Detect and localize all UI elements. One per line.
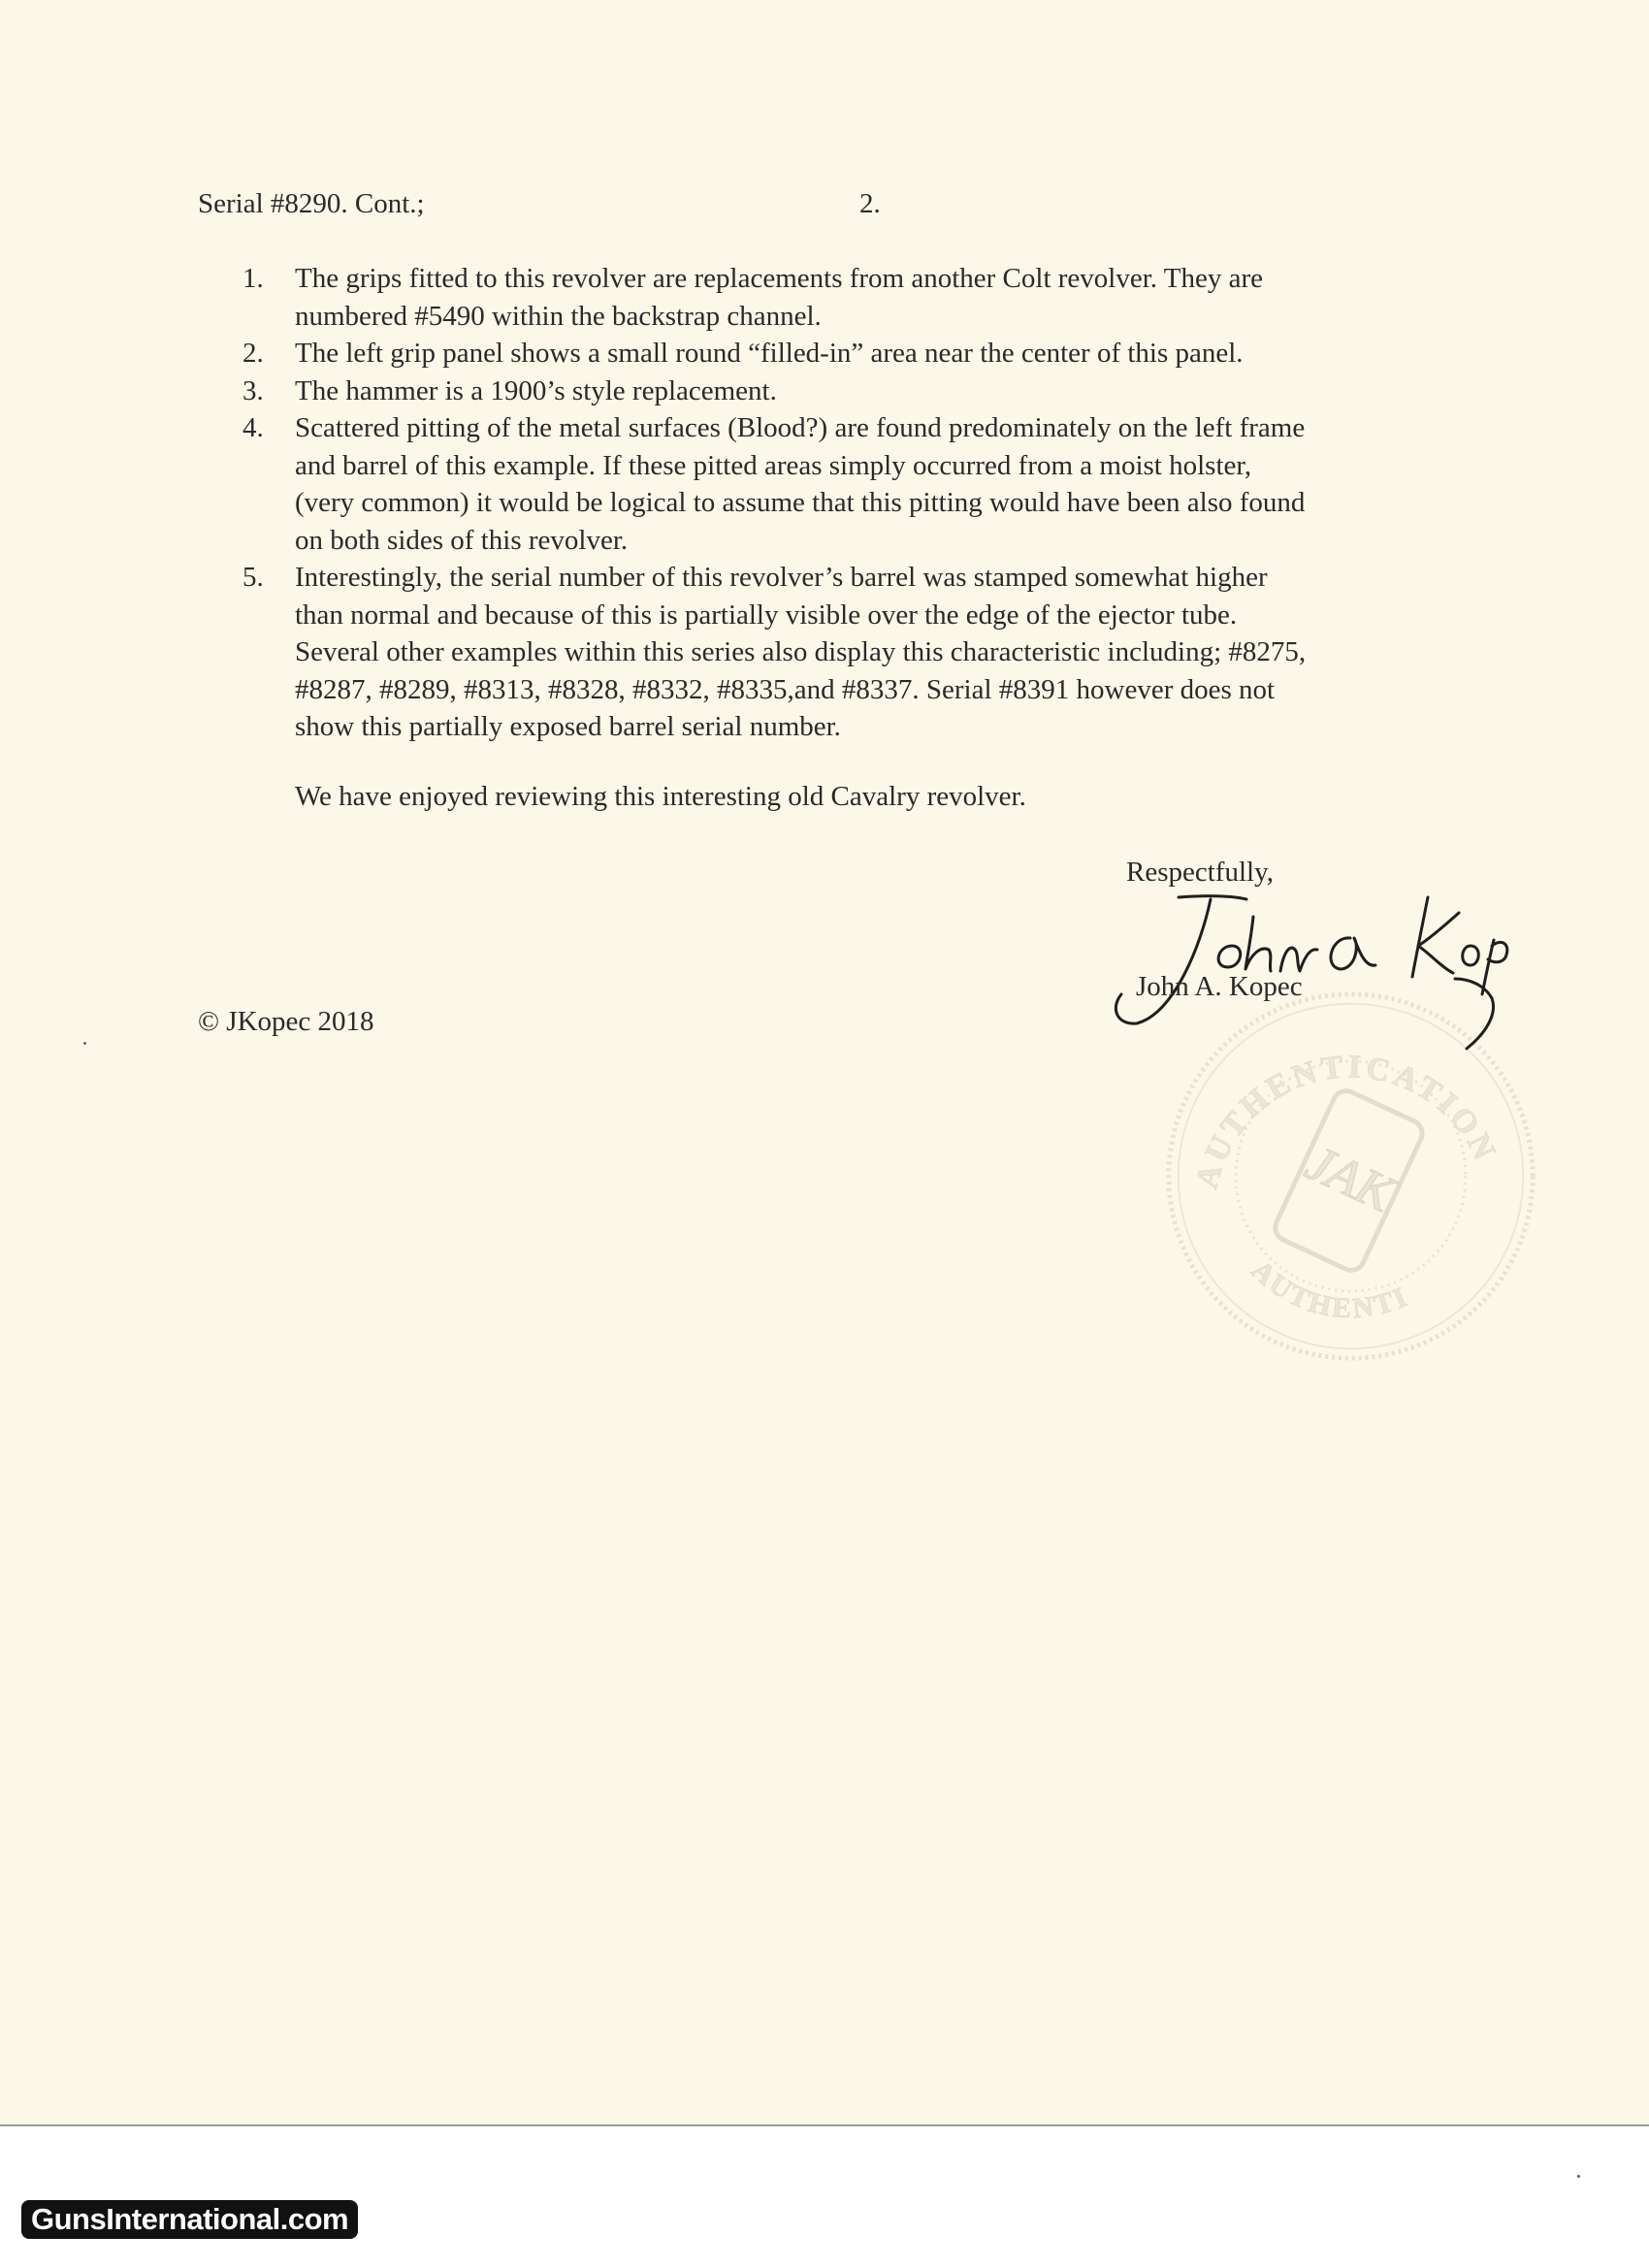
item-line: #8287, #8289, #8313, #8328, #8332, #8335,and #8337. Serial #8391 however does not [295,673,1276,705]
item-line: (very common) it would be logical to assume that this pitting would have been also found [295,487,1306,518]
closing-sentence: We have enjoyed reviewing this interesting old Cavalry revolver. [295,781,1026,812]
item-line: The grips fitted to this revolver are replacements from another Colt revolver. They are [295,263,1263,294]
item-line: numbered #5490 within the backstrap channel. [295,300,822,332]
item-line: and barrel of this example. If these pitted areas simply occurred from a moist holster, [295,449,1252,481]
item-line: Several other examples within this series also display this characteristic including; #8275, [295,636,1307,667]
item-number: 3. [242,374,264,406]
seal-bottom-text: AUTHENTI [1245,1254,1414,1325]
item-line: on both sides of this revolver. [295,524,629,556]
list-item [242,335,1465,373]
page-number: 2. [859,188,881,219]
seal-monogram: JAK [1297,1132,1404,1223]
item-line: Scattered pitting of the metal surfaces (Blood?) are found predominately on the left frame [295,412,1306,443]
item-line: than normal and because of this is partially visible over the edge of the ejector tube. [295,599,1238,631]
item-number: 5. [242,562,264,593]
item-line: The hammer is a 1900’s style replacement. [295,374,777,406]
list-item [242,373,1465,410]
item-number: 1. [242,263,264,294]
page-header [198,184,1459,223]
copyright-notice: © JKopec 2018 [198,1006,374,1037]
item-number: 2. [242,338,264,369]
item-line: Interestingly, the serial number of this revolver’s barrel was stamped somewhat higher [295,562,1268,593]
list-item [242,260,1465,335]
watermark-logo: GunsInternational.com [21,2200,358,2239]
seal-top-text: AUTHENTICATION [1188,1049,1504,1193]
list-item [242,409,1465,559]
paper-speck [83,1042,86,1045]
signature-text: John A Kopec [1086,878,1092,879]
item-line: The left grip panel shows a small round “filled-in” area near the center of this panel. [295,338,1244,369]
paper-speck [1577,2175,1580,2178]
item-line: show this partially exposed barrel serial number. [295,711,841,742]
findings-list [242,260,1465,746]
list-item [242,559,1465,746]
item-number: 4. [242,412,264,443]
signer-name: John A. Kopec [1136,971,1303,1002]
sign-off-greeting: Respectfully, [1126,857,1274,888]
serial-heading: Serial #8290. Cont.; [198,188,425,219]
